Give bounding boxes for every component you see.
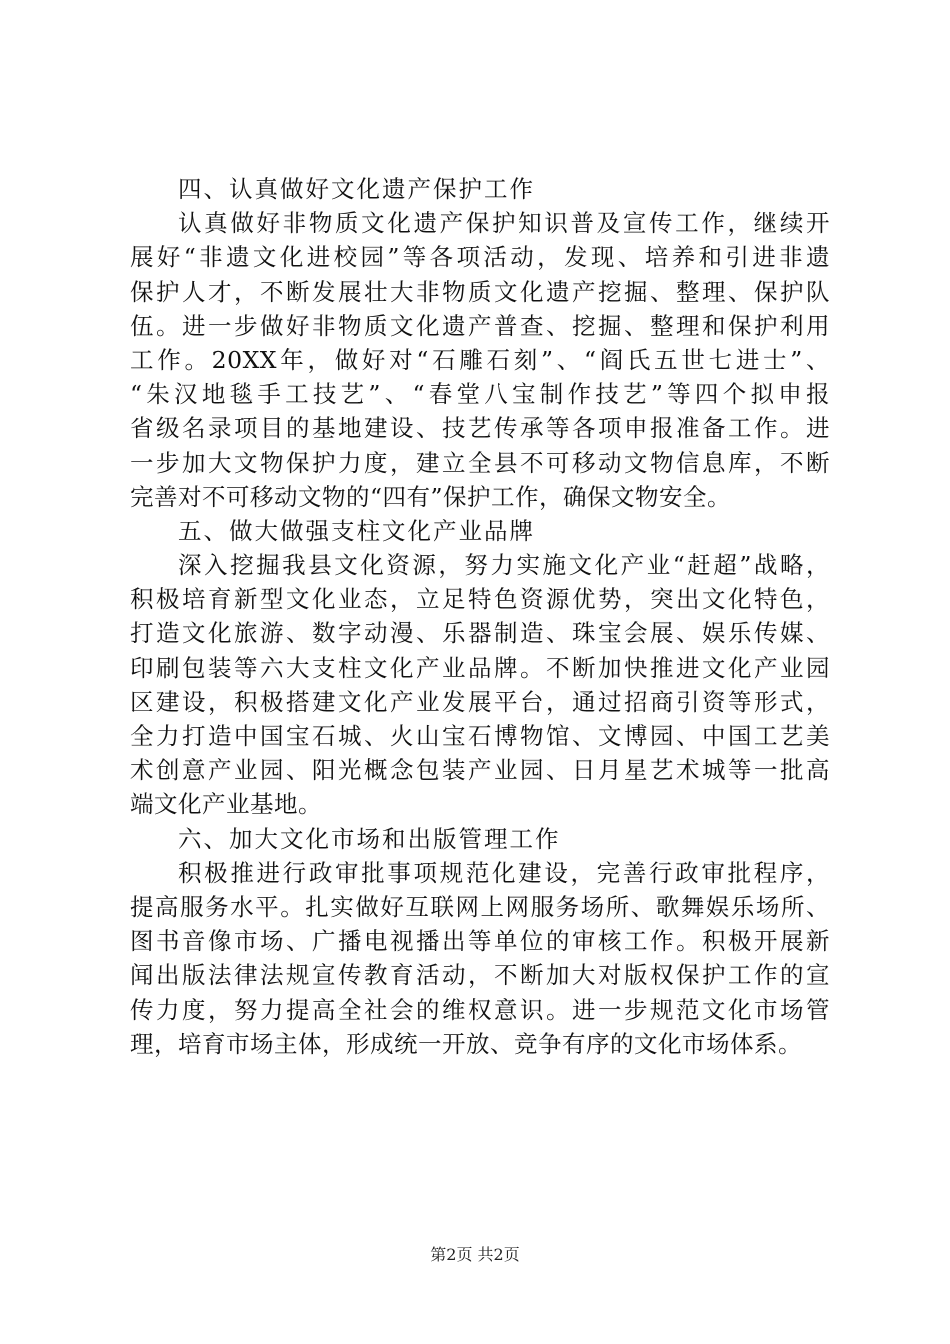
paragraph-line: 认真做好非物质文化遗产保护知识普及宣传工作，继续开 bbox=[178, 209, 830, 238]
paragraph-line: 全力打造中国宝石城、火山宝石博物馆、文博园、中国工艺美 bbox=[130, 722, 830, 750]
paragraph-line: 积极推进行政审批事项规范化建设，完善行政审批程序， bbox=[178, 858, 830, 887]
paragraph-line: “朱汉地毯手工技艺”、“春堂八宝制作技艺”等四个拟申报 bbox=[130, 380, 830, 409]
paragraph-line: 展好“非遗文化进校园”等各项活动，发现、培养和引进非遗 bbox=[130, 243, 830, 272]
paragraph-line: 打造文化旅游、数字动漫、乐器制造、珠宝会展、娱乐传媒、 bbox=[130, 619, 830, 648]
paragraph-line: 工作。20XX年，做好对“石雕石刻”、“阎氏五世七进士”、 bbox=[130, 345, 830, 374]
paragraph-line: 伍。进一步做好非物质文化遗产普查、挖掘、整理和保护利用 bbox=[130, 311, 830, 340]
paragraph-line: 区建设，积极搭建文化产业发展平台，通过招商引资等形式， bbox=[130, 687, 830, 716]
paragraph-line: 提高服务水平。扎实做好互联网上网服务场所、歌舞娱乐场所、 bbox=[130, 892, 830, 921]
document-body bbox=[130, 172, 830, 1061]
section-heading: 六、加大文化市场和出版管理工作 bbox=[178, 824, 561, 853]
paragraph-line: 传力度，努力提高全社会的维权意识。进一步规范文化市场管 bbox=[130, 995, 830, 1024]
paragraph-line: 省级名录项目的基地建设、技艺传承等各项申报准备工作。进 bbox=[130, 414, 830, 443]
paragraph-line: 印刷包装等六大支柱文化产业品牌。不断加快推进文化产业园 bbox=[130, 653, 830, 682]
paragraph-line: 图书音像市场、广播电视播出等单位的审核工作。积极开展新 bbox=[130, 927, 830, 956]
paragraph-line: 积极培育新型文化业态，立足特色资源优势，突出文化特色， bbox=[130, 585, 830, 614]
section-heading: 四、认真做好文化遗产保护工作 bbox=[178, 175, 535, 203]
paragraph-line: 深入挖掘我县文化资源，努力实施文化产业“赶超”战略， bbox=[178, 551, 830, 580]
paragraph-line: 理，培育市场主体，形成统一开放、竞争有序的文化市场体系。 bbox=[130, 1029, 802, 1058]
paragraph-line: 保护人才，不断发展壮大非物质文化遗产挖掘、整理、保护队 bbox=[130, 277, 830, 306]
paragraph-line: 闻出版法律法规宣传教育活动，不断加大对版权保护工作的宣 bbox=[130, 961, 830, 990]
paragraph-line: 端文化产业基地。 bbox=[130, 790, 322, 819]
paragraph-line: 一步加大文物保护力度，建立全县不可移动文物信息库，不断 bbox=[130, 448, 830, 477]
section-heading: 五、做大做强支柱文化产业品牌 bbox=[178, 516, 535, 545]
paragraph-line: 术创意产业园、阳光概念包装产业园、日月星艺术城等一批高 bbox=[130, 756, 830, 785]
paragraph-line: 完善对不可移动文物的“四有”保护工作，确保文物安全。 bbox=[130, 482, 732, 511]
page-number-footer: 第2页 共2页 bbox=[430, 1245, 520, 1264]
